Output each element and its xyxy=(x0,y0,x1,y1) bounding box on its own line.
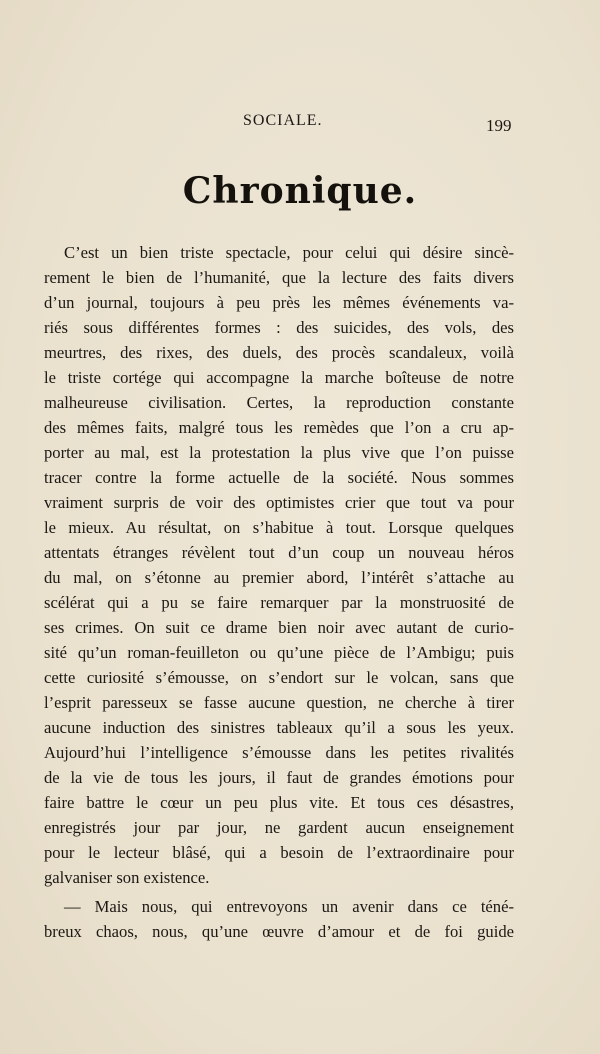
text-line: d’un journal, toujours à peu près les mêmes événements va- xyxy=(44,293,514,312)
text-line: — Mais nous, qui entrevoyons un avenir dans ce téné- xyxy=(64,897,514,916)
text-line: sité qu’un roman-feuilleton ou qu’une pièce de l’Ambigu; puis xyxy=(44,643,514,662)
text-line: de la vie de tous les jours, il faut de grandes émotions pour xyxy=(44,768,514,787)
text-line: porter au mal, est la protestation la plus vive que l’on puisse xyxy=(44,443,514,462)
text-line: ses crimes. On suit ce drame bien noir avec autant de curio- xyxy=(44,618,514,637)
text-line: C’est un bien triste spectacle, pour celui qui désire sincè- xyxy=(64,243,514,262)
text-line: faire battre le cœur un peu plus vite. Et tous ces désastres, xyxy=(44,793,514,812)
text-line: attentats étranges révèlent tout d’un coup un nouveau héros xyxy=(44,543,514,562)
text-line: pour le lecteur blâsé, qui a besoin de l’extraordinaire pour xyxy=(44,843,514,862)
text-line: scélérat qui a pu se faire remarquer par la monstruosité de xyxy=(44,593,514,612)
text-line: malheureuse civilisation. Certes, la reproduction constante xyxy=(44,393,514,412)
text-line: meurtres, des rixes, des duels, des procès scandaleux, voilà xyxy=(44,343,514,362)
text-line: galvaniser son existence. xyxy=(44,868,210,887)
text-line: enregistrés jour par jour, ne gardent aucun enseignement xyxy=(44,818,514,837)
text-line: l’esprit paresseux se fasse aucune question, ne cherche à tirer xyxy=(44,693,514,712)
section-title: Chronique. xyxy=(182,170,418,212)
text-line: cette curiosité s’émousse, on s’endort sur le volcan, sans que xyxy=(44,668,514,687)
text-line: vraiment surpris de voir des optimistes crier que tout va pour xyxy=(44,493,514,512)
paragraph xyxy=(44,240,514,890)
text-line: le mieux. Au résultat, on s’habitue à tout. Lorsque quelques xyxy=(44,518,514,537)
text-line: riés sous différentes formes : des suicides, des vols, des xyxy=(44,318,514,337)
body-text xyxy=(44,240,514,944)
running-header xyxy=(0,110,600,140)
text-line: Aujourd’hui l’intelligence s’émousse dans les petites rivalités xyxy=(44,743,514,762)
running-title: SOCIALE. xyxy=(243,112,323,129)
text-line: des mêmes faits, malgré tous les remèdes que l’on a cru ap- xyxy=(44,418,514,437)
text-line: du mal, on s’étonne au premier abord, l’intérêt s’attache au xyxy=(44,568,514,587)
page-number: 199 xyxy=(486,116,512,135)
text-line: le triste cortége qui accompagne la marche boîteuse de notre xyxy=(44,368,514,387)
text-line: rement le bien de l’humanité, que la lecture des faits divers xyxy=(44,268,514,287)
text-line: breux chaos, nous, qu’une œuvre d’amour et de foi guide xyxy=(44,922,514,941)
text-line: tracer contre la forme actuelle de la société. Nous sommes xyxy=(44,468,514,487)
text-line: aucune induction des sinistres tableaux qu’il a sous les yeux. xyxy=(44,718,514,737)
paragraph xyxy=(44,894,514,944)
